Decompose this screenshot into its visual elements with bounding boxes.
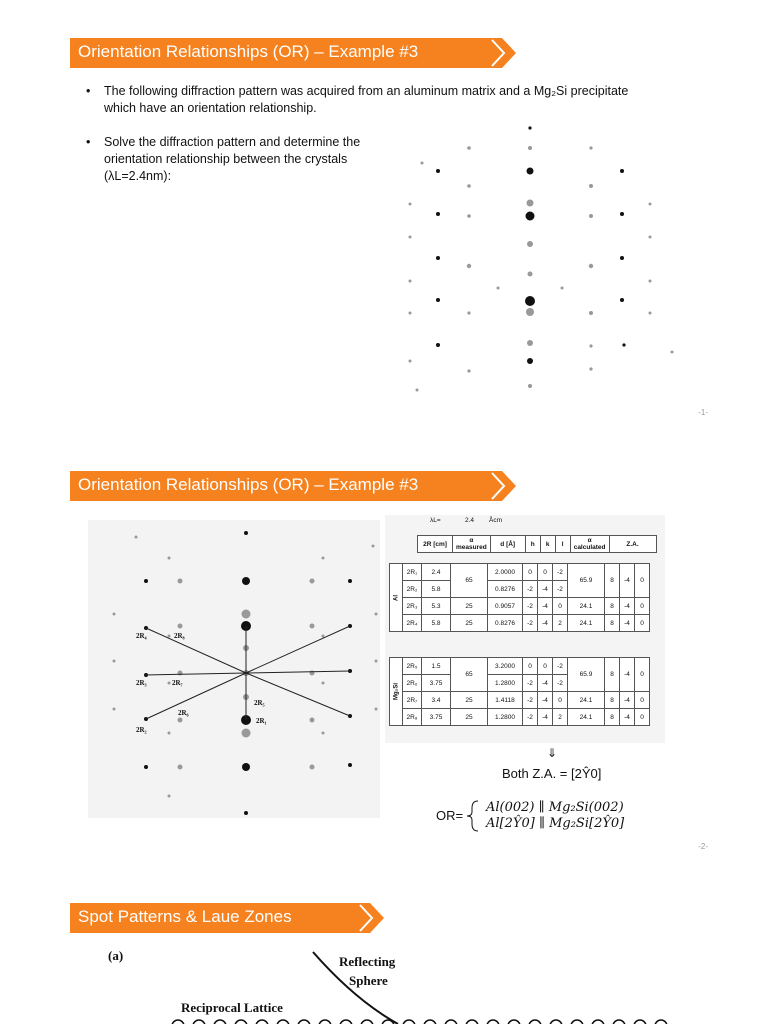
- d-spacing: 1.2800: [488, 709, 523, 726]
- diffraction-spot: [178, 765, 183, 770]
- diffraction-spot: [527, 200, 534, 207]
- label-2r8: 2R₈: [174, 632, 185, 640]
- za-index: -4: [620, 709, 635, 726]
- k-index: -4: [538, 598, 553, 615]
- diffraction-spot: [372, 545, 375, 548]
- diffraction-spot: [527, 168, 534, 175]
- d-spacing: 1.4118: [488, 692, 523, 709]
- za-index: 8: [605, 658, 620, 692]
- sphere-label: Sphere: [349, 973, 388, 988]
- diffraction-spot: [649, 280, 652, 283]
- diffraction-spot: [310, 579, 315, 584]
- banner-arrow-icon: [348, 903, 384, 933]
- col-k: k: [540, 536, 555, 553]
- diffraction-spot: [589, 344, 592, 347]
- l-index: -2: [553, 564, 568, 581]
- h-index: -2: [523, 615, 538, 632]
- col-alpha-measured: α measured: [453, 536, 491, 553]
- diffraction-spot: [310, 624, 315, 629]
- diffraction-spot: [467, 146, 471, 150]
- r-value: 3.75: [422, 709, 451, 726]
- l-index: -2: [553, 675, 568, 692]
- lattice-point: [508, 1020, 520, 1024]
- diffraction-spot: [178, 718, 183, 723]
- diffraction-spot: [144, 765, 148, 769]
- r-label: 2R₁: [403, 564, 422, 581]
- alpha-calculated: 24.1: [568, 615, 605, 632]
- diffraction-spot: [620, 256, 624, 260]
- r-label: 2R₄: [403, 615, 422, 632]
- diffraction-spot: [467, 311, 470, 314]
- label-2r4: 2R₄: [136, 632, 147, 640]
- diffraction-spot: [528, 272, 533, 277]
- za-index: 8: [605, 564, 620, 598]
- alpha-measured: 25: [451, 598, 488, 615]
- diffraction-spot: [649, 203, 652, 206]
- reflecting-label: Reflecting: [339, 954, 396, 969]
- alpha-calculated: 24.1: [568, 709, 605, 726]
- lattice-point: [571, 1020, 583, 1024]
- col-h: h: [525, 536, 540, 553]
- diffraction-spot: [242, 729, 251, 738]
- lambda-value: 2.4: [465, 517, 475, 524]
- h-index: -2: [523, 692, 538, 709]
- za-index: 8: [605, 692, 620, 709]
- vector-2r4: [146, 628, 246, 673]
- lattice-point: [613, 1020, 625, 1024]
- lattice-point: [550, 1020, 562, 1024]
- lattice-point: [655, 1020, 667, 1024]
- col-alpha-calculated: α calculated: [570, 536, 609, 553]
- alpha-measured: 25: [451, 709, 488, 726]
- vector-opp-2: [246, 673, 350, 716]
- za-index: 0: [635, 598, 650, 615]
- diffraction-spot: [409, 236, 412, 239]
- d-spacing: 3.2000: [488, 658, 523, 675]
- diffraction-spot: [375, 660, 378, 663]
- diffraction-spot: [322, 682, 325, 685]
- vector-opp-3: [246, 671, 350, 673]
- za-index: 0: [635, 709, 650, 726]
- r-value: 1.5: [422, 658, 451, 675]
- diffraction-spot: [416, 389, 419, 392]
- diffraction-spot: [467, 369, 470, 372]
- diffraction-spot: [589, 146, 592, 149]
- vector-opp-4: [246, 626, 350, 673]
- lattice-point: [235, 1020, 247, 1024]
- diffraction-spot: [322, 557, 325, 560]
- lattice-point: [277, 1020, 289, 1024]
- diffraction-spot: [622, 343, 625, 346]
- diffraction-spot: [467, 184, 471, 188]
- d-spacing: 0.8276: [488, 581, 523, 598]
- bullet-1: [86, 83, 646, 117]
- diffraction-spot: [589, 184, 593, 188]
- diffraction-spot: [168, 557, 171, 560]
- diffraction-spot: [178, 579, 183, 584]
- diffraction-spot: [525, 296, 535, 306]
- alpha-measured: 25: [451, 692, 488, 709]
- sphere-arc: [313, 952, 398, 1024]
- bullet-2: [86, 134, 386, 185]
- za-index: -4: [620, 658, 635, 692]
- alpha-calculated: 24.1: [568, 692, 605, 709]
- table-row: [390, 564, 650, 581]
- r-value: 3.4: [422, 692, 451, 709]
- banner-arrow-icon: [480, 38, 516, 68]
- lattice-point: [214, 1020, 226, 1024]
- k-index: -4: [538, 615, 553, 632]
- diffraction-spot: [144, 579, 148, 583]
- za-index: 0: [635, 658, 650, 692]
- ewald-sphere-diagram: [150, 950, 670, 1024]
- diffraction-spot: [242, 577, 250, 585]
- r-label: 2R₇: [403, 692, 422, 709]
- za-index: 8: [605, 615, 620, 632]
- or-planes: Al(002) ∥ Mg₂Si(002): [486, 800, 624, 815]
- vector-2r2: [146, 673, 246, 719]
- h-index: -2: [523, 581, 538, 598]
- bullet-dot: •: [86, 84, 91, 98]
- diffraction-spot: [589, 214, 593, 218]
- lattice-point: [424, 1020, 436, 1024]
- diffraction-spot: [178, 624, 183, 629]
- col-l: l: [555, 536, 570, 553]
- vector-2r3: [144, 673, 246, 675]
- diffraction-spot: [589, 367, 592, 370]
- diffraction-spot: [436, 298, 440, 302]
- label-2r5: 2R₅: [254, 699, 265, 707]
- diffraction-spot: [528, 126, 531, 129]
- or-brace-icon: [466, 800, 480, 832]
- diffraction-spot: [310, 718, 315, 723]
- l-index: -2: [553, 581, 568, 598]
- diffraction-spot: [436, 212, 440, 216]
- diffraction-spot: [168, 795, 171, 798]
- alpha-measured: 65: [451, 658, 488, 692]
- table-row: [390, 658, 650, 675]
- alpha-calculated: 65.9: [568, 564, 605, 598]
- diffraction-spot: [561, 287, 564, 290]
- indexed-diffraction-pattern: [88, 520, 380, 818]
- r-label: 2R₈: [403, 709, 422, 726]
- za-index: -4: [620, 692, 635, 709]
- lattice-point: [634, 1020, 646, 1024]
- diffraction-spot: [168, 732, 171, 735]
- al-table: [389, 563, 650, 632]
- diffraction-spot: [242, 610, 251, 619]
- table-row: [390, 709, 650, 726]
- lattice-point: [193, 1020, 205, 1024]
- slide2-title: Orientation Relationships (OR) – Example #3: [78, 475, 419, 494]
- diffraction-spot: [409, 360, 412, 363]
- d-spacing: 2.0000: [488, 564, 523, 581]
- diffraction-spot: [348, 579, 352, 583]
- lattice-point: [403, 1020, 415, 1024]
- r-value: 3.75: [422, 675, 451, 692]
- diffraction-spot: [310, 765, 315, 770]
- k-index: -4: [538, 581, 553, 598]
- lattice-point: [466, 1020, 478, 1024]
- table-row: [390, 598, 650, 615]
- diffraction-spot: [620, 212, 624, 216]
- bullet-2-text: Solve the diffraction pattern and determine the orientation relationship between the crystals (λL=2.4nm):: [104, 135, 361, 183]
- k-index: 0: [538, 658, 553, 675]
- diffraction-spot: [375, 708, 378, 711]
- k-index: -4: [538, 692, 553, 709]
- lambda-label: λL=: [430, 517, 441, 524]
- l-index: 2: [553, 709, 568, 726]
- diffraction-spot: [322, 635, 325, 638]
- alpha-calculated: 24.1: [568, 598, 605, 615]
- diffraction-spot: [527, 241, 533, 247]
- col-za: Z.A.: [609, 536, 656, 553]
- diffraction-spot: [436, 256, 440, 260]
- alpha-measured: 25: [451, 615, 488, 632]
- diffraction-spot: [527, 358, 533, 364]
- diffraction-spot: [409, 203, 412, 206]
- diffraction-spot: [244, 531, 248, 535]
- lattice-point: [319, 1020, 331, 1024]
- diffraction-spot: [168, 682, 171, 685]
- lattice-point: [298, 1020, 310, 1024]
- r-label: 2R₆: [403, 675, 422, 692]
- k-index: -4: [538, 675, 553, 692]
- diffraction-spot: [526, 212, 535, 221]
- or-directions: Al[2Ŷ0] ∥ Mg₂Si[2Ŷ0]: [486, 816, 625, 831]
- diffraction-spot: [497, 287, 500, 290]
- diffraction-spot: [113, 660, 116, 663]
- lattice-point: [340, 1020, 352, 1024]
- diffraction-spot: [113, 708, 116, 711]
- r-value: 5.8: [422, 581, 451, 598]
- diffraction-spot: [436, 343, 440, 347]
- diffraction-spot: [244, 811, 248, 815]
- lattice-point: [172, 1020, 184, 1024]
- indexing-table-panel: [385, 515, 665, 743]
- lattice-point: [529, 1020, 541, 1024]
- diffraction-pattern-1: [395, 118, 685, 398]
- label-2r7: 2R₇: [172, 679, 183, 687]
- h-index: -2: [523, 598, 538, 615]
- label-2r3: 2R₃: [136, 679, 147, 687]
- slide1-page-number: -1-: [698, 408, 708, 417]
- za-index: -4: [620, 564, 635, 598]
- diffraction-spot: [242, 763, 250, 771]
- diffraction-spot: [649, 312, 652, 315]
- diffraction-spot: [589, 264, 593, 268]
- diffraction-spot: [409, 312, 412, 315]
- k-index: -4: [538, 709, 553, 726]
- diffraction-spot: [526, 308, 534, 316]
- diffraction-spot: [467, 214, 471, 218]
- reciprocal-lattice-label: Reciprocal Lattice: [181, 1000, 283, 1015]
- or-label: OR=: [436, 808, 464, 823]
- r-label: 2R₂: [403, 581, 422, 598]
- lattice-point: [592, 1020, 604, 1024]
- label-2r2: 2R₂: [136, 726, 147, 734]
- za-index: 0: [635, 692, 650, 709]
- col-d: d [Å]: [490, 536, 525, 553]
- l-index: 0: [553, 598, 568, 615]
- slide1-bullets-2: [86, 134, 386, 198]
- r-value: 5.3: [422, 598, 451, 615]
- diffraction-spot: [436, 169, 440, 173]
- r-value: 5.8: [422, 615, 451, 632]
- diffraction-spot: [322, 732, 325, 735]
- bullet-dot: •: [86, 135, 91, 149]
- label-2r1: 2R₁: [256, 717, 267, 725]
- l-index: -2: [553, 658, 568, 675]
- label-2r6: 2R₆: [178, 709, 189, 717]
- lattice-point: [445, 1020, 457, 1024]
- slide3-title: Spot Patterns & Laue Zones: [78, 907, 292, 926]
- alpha-calculated: 65.9: [568, 658, 605, 692]
- lattice-point: [487, 1020, 499, 1024]
- za-index: -4: [620, 615, 635, 632]
- l-index: 0: [553, 692, 568, 709]
- diffraction-spot: [528, 146, 532, 150]
- diffraction-spot: [348, 763, 352, 767]
- diffraction-spot: [620, 298, 624, 302]
- lambda-unit: Åcm: [489, 517, 502, 524]
- phase-label: Mg₂Si: [390, 658, 403, 726]
- figure-label-a: (a): [108, 948, 124, 963]
- phase-label: Al: [390, 564, 403, 632]
- diffraction-spot: [375, 613, 378, 616]
- alpha-measured: 65: [451, 564, 488, 598]
- bullet-1-text: The following diffraction pattern was acquired from an aluminum matrix and a Mg₂Si precipitate which have an orientation relationship.: [104, 84, 629, 115]
- table-row: [390, 692, 650, 709]
- diffraction-spot: [409, 280, 412, 283]
- diffraction-spot: [620, 169, 624, 173]
- za-index: 8: [605, 709, 620, 726]
- result-arrow: ⇓: [547, 746, 558, 760]
- diffraction-spot: [589, 311, 593, 315]
- diffraction-spot: [135, 536, 138, 539]
- za-index: 0: [635, 615, 650, 632]
- slide2-page-number: -2-: [698, 842, 708, 851]
- d-spacing: 0.8276: [488, 615, 523, 632]
- d-spacing: 0.9057: [488, 598, 523, 615]
- h-index: -2: [523, 675, 538, 692]
- lattice-point: [361, 1020, 373, 1024]
- k-index: 0: [538, 564, 553, 581]
- za-index: 0: [635, 564, 650, 598]
- h-index: 0: [523, 564, 538, 581]
- lattice-point: [256, 1020, 268, 1024]
- za-index: -4: [620, 598, 635, 615]
- col-2r: 2R [cm]: [418, 536, 453, 553]
- diffraction-spot: [113, 613, 116, 616]
- r-value: 2.4: [422, 564, 451, 581]
- l-index: 2: [553, 615, 568, 632]
- h-index: 0: [523, 658, 538, 675]
- mg2si-table: [389, 657, 650, 726]
- diffraction-spot: [527, 340, 533, 346]
- h-index: -2: [523, 709, 538, 726]
- diffraction-spot: [649, 236, 652, 239]
- za-index: 8: [605, 598, 620, 615]
- vector-lines: [144, 626, 350, 720]
- r-label: 2R₅: [403, 658, 422, 675]
- diffraction-spot: [168, 635, 171, 638]
- both-za: Both Z.A. = [2Ŷ0]: [502, 766, 602, 781]
- diffraction-spot: [528, 384, 532, 388]
- slide1-title: Orientation Relationships (OR) – Example #3: [78, 42, 419, 61]
- d-spacing: 1.2800: [488, 675, 523, 692]
- r-label: 2R₃: [403, 598, 422, 615]
- diffraction-spot: [421, 162, 424, 165]
- diffraction-spot: [671, 351, 674, 354]
- diffraction-spot: [467, 264, 471, 268]
- table-row: [390, 615, 650, 632]
- banner-arrow-icon: [480, 471, 516, 501]
- header-table: [417, 535, 657, 553]
